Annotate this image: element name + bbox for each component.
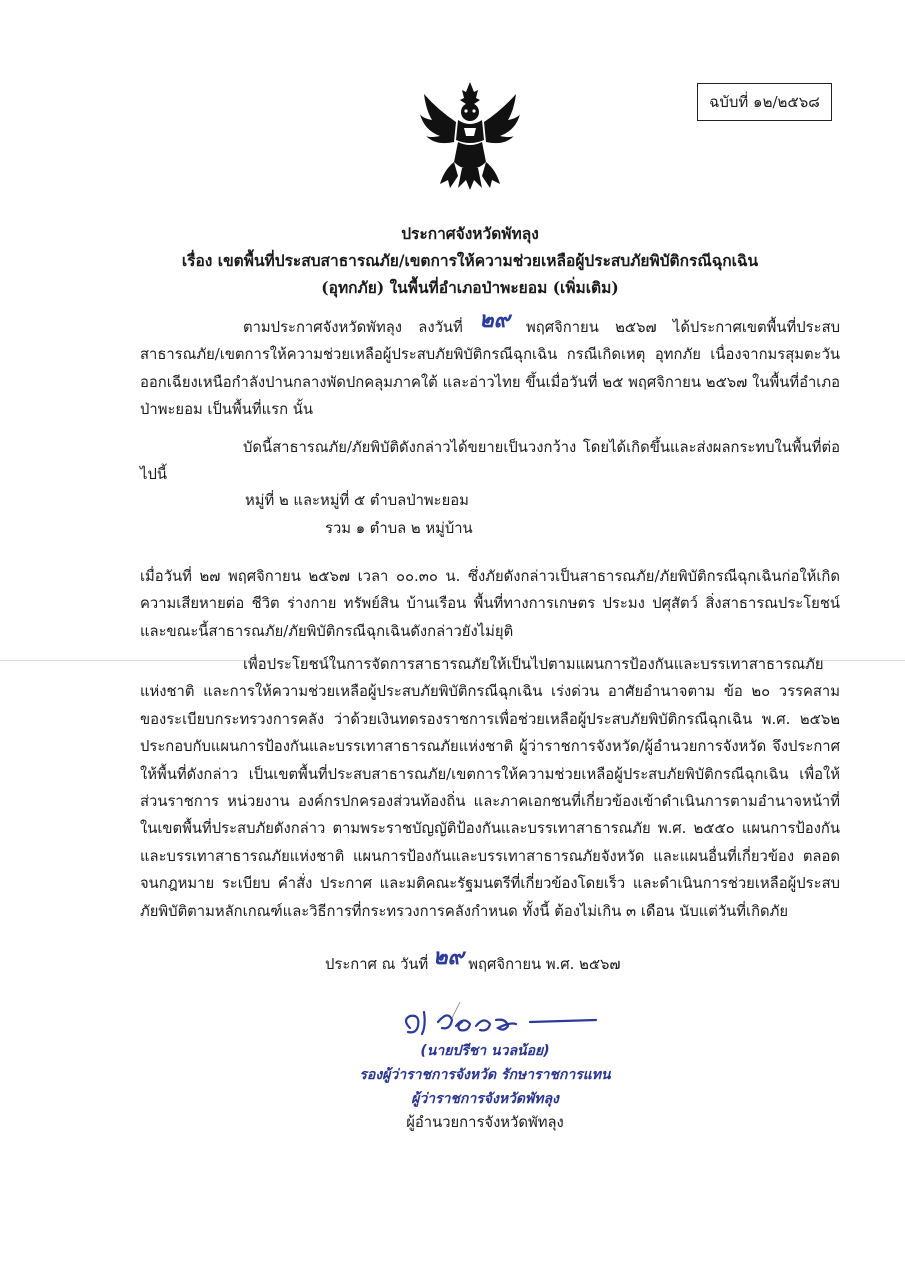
- para1-text-a: ตามประกาศจังหวัดพัทลุง ลงวันที่: [243, 319, 480, 336]
- paragraph-1: [140, 308, 840, 424]
- paragraph-3: [140, 563, 840, 645]
- announce-text-b: พฤศจิกายน พ.ศ. ๒๕๖๗: [463, 956, 621, 973]
- announce-date-line: [325, 944, 621, 979]
- signature-block: [300, 1039, 670, 1135]
- total-line: รวม ๑ ตำบล ๒ หมู่บ้าน: [325, 520, 473, 537]
- handwritten-signature-icon: [390, 1000, 630, 1044]
- announce-text-a: ประกาศ ณ วันที่: [325, 956, 433, 973]
- signer-name: (นายปรีชา นวลน้อย): [420, 1043, 550, 1059]
- para1-text-b: พฤศจิกายน ๒๕๖๗ ได้ประกาศเขตพื้นที่ประสบสาธารณภัย/เขตการให้ความช่วยเหลือผู้ประสบภัยพิบัติกรณีฉุกเฉิน กรณีเกิดเหตุ อุทกภัย เนื่องจากมรสุมตะวันออกเฉียงเหนือกำลังปานกลางพัดปกคลุมภาคใต้ และอ่าวไทย ขึ้นเมื่อวันที่ ๒๕ พฤศจิกายน ๒๕๖๗ ในพื้นที่อำเภอป่าพะยอม เป็นพื้นที่แรก นั้น: [140, 319, 840, 419]
- paragraph-2: [140, 434, 840, 489]
- signer-position-1: รองผู้ว่าราชการจังหวัด รักษาราชการแทน: [359, 1067, 611, 1083]
- announce-handwritten-date: ๒๙: [432, 945, 464, 970]
- title-block: [140, 220, 800, 301]
- subject-line-2: (อุทกภัย) ในพื้นที่อำเภอป่าพะยอม (เพิ่มเติม): [321, 278, 619, 297]
- handwritten-date: ๒๙: [479, 308, 510, 333]
- affected-area-line: หมู่ที่ ๒ และหมู่ที่ ๕ ตำบลป่าพะยอม: [245, 492, 469, 509]
- issuer-heading: ประกาศจังหวัดพัทลุง: [401, 224, 539, 243]
- signer-position-2: ผู้ว่าราชการจังหวัดพัทลุง: [411, 1091, 559, 1107]
- signer-position-3: ผู้อำนวยการจังหวัดพัทลุง: [406, 1114, 564, 1131]
- para3-text: เมื่อวันที่ ๒๗ พฤศจิกายน ๒๕๖๗ เวลา ๐๐.๓๐ น. ซึ่งภัยดังกล่าวเป็นสาธารณภัย/ภัยพิบัติกรณีฉุกเฉินก่อให้เกิดความเสียหายต่อ ชีวิต ร่างกาย ทรัพย์สิน บ้านเรือน พื้นที่ทางการเกษตร ประมง ปศุสัตว์ สิ่งสาธารณประโยชน์ และขณะนี้สาธารณภัย/ภัยพิบัติกรณีฉุกเฉินดังกล่าวยังไม่ยุติ: [140, 568, 840, 640]
- paragraph-4: [140, 651, 840, 925]
- subject-line: เรื่อง เขตพื้นที่ประสบสาธารณภัย/เขตการให้ความช่วยเหลือผู้ประสบภัยพิบัติกรณีฉุกเฉิน: [181, 251, 759, 270]
- para2-text: บัดนี้สาธารณภัย/ภัยพิบัติดังกล่าวได้ขยายเป็นวงกว้าง โดยได้เกิดขึ้นและส่งผลกระทบในพื้นที่ต่อไปนี้: [140, 439, 840, 484]
- document-number-box: ฉบับที่ ๑๒/๒๕๖๘: [697, 83, 832, 121]
- para4-text: เพื่อประโยชน์ในการจัดการสาธารณภัยให้เป็นไปตามแผนการป้องกันและบรรเทาสาธารณภัยแห่งชาติ และการให้ความช่วยเหลือผู้ประสบภัยพิบัติกรณีฉุกเฉิน เร่งด่วน อาศัยอำนาจตาม ข้อ ๒๐ วรรคสาม ของระเบียบกระทรวงการคลัง ว่าด้วยเงินทดรองราชการเพื่อช่วยเหลือผู้ประสบภัยพิบัติกรณีฉุกเฉิน พ.ศ. ๒๕๖๒ ประกอบกับแผนการป้องกันและบรรเทาสาธารณภัยแห่งชาติ ผู้ว่าราชการจังหวัด/ผู้อำนวยการจังหวัด จึงประกาศให้พื้นที่ดังกล่าว เป็นเขตพื้นที่ประสบสาธารณภัย/เขตการให้ความช่วยเหลือผู้ประสบภัยพิบัติกรณีฉุกเฉิน เพื่อให้ส่วนราชการ หน่วยงาน องค์กรปกครองส่วนท้องถิ่น และภาคเอกชนที่เกี่ยวข้องเข้าดำเนินการตามอำนาจหน้าที่ในเขตพื้นที่ประสบภัยดังกล่าว ตามพระราชบัญญัติป้องกันและบรรเทาสาธารณภัย พ.ศ. ๒๕๕๐ แผนการป้องกันและบรรเทาสาธารณภัยแห่งชาติ แผนการป้องกันและบรรเทาสาธารณภัยจังหวัด และแผนอื่นที่เกี่ยวข้อง ตลอดจนกฎหมาย ระเบียบ คำสั่ง ประกาศ และมติคณะรัฐมนตรีที่เกี่ยวข้องโดยเร็ว และดำเนินการช่วยเหลือผู้ประสบภัยพิบัติตามหลักเกณฑ์และวิธีการที่กระทรวงการคลังกำหนด ทั้งนี้ ต้องไม่เกิน ๓ เดือน นับแต่วันที่เกิดภัย: [140, 656, 840, 920]
- garuda-emblem-icon: [418, 80, 522, 192]
